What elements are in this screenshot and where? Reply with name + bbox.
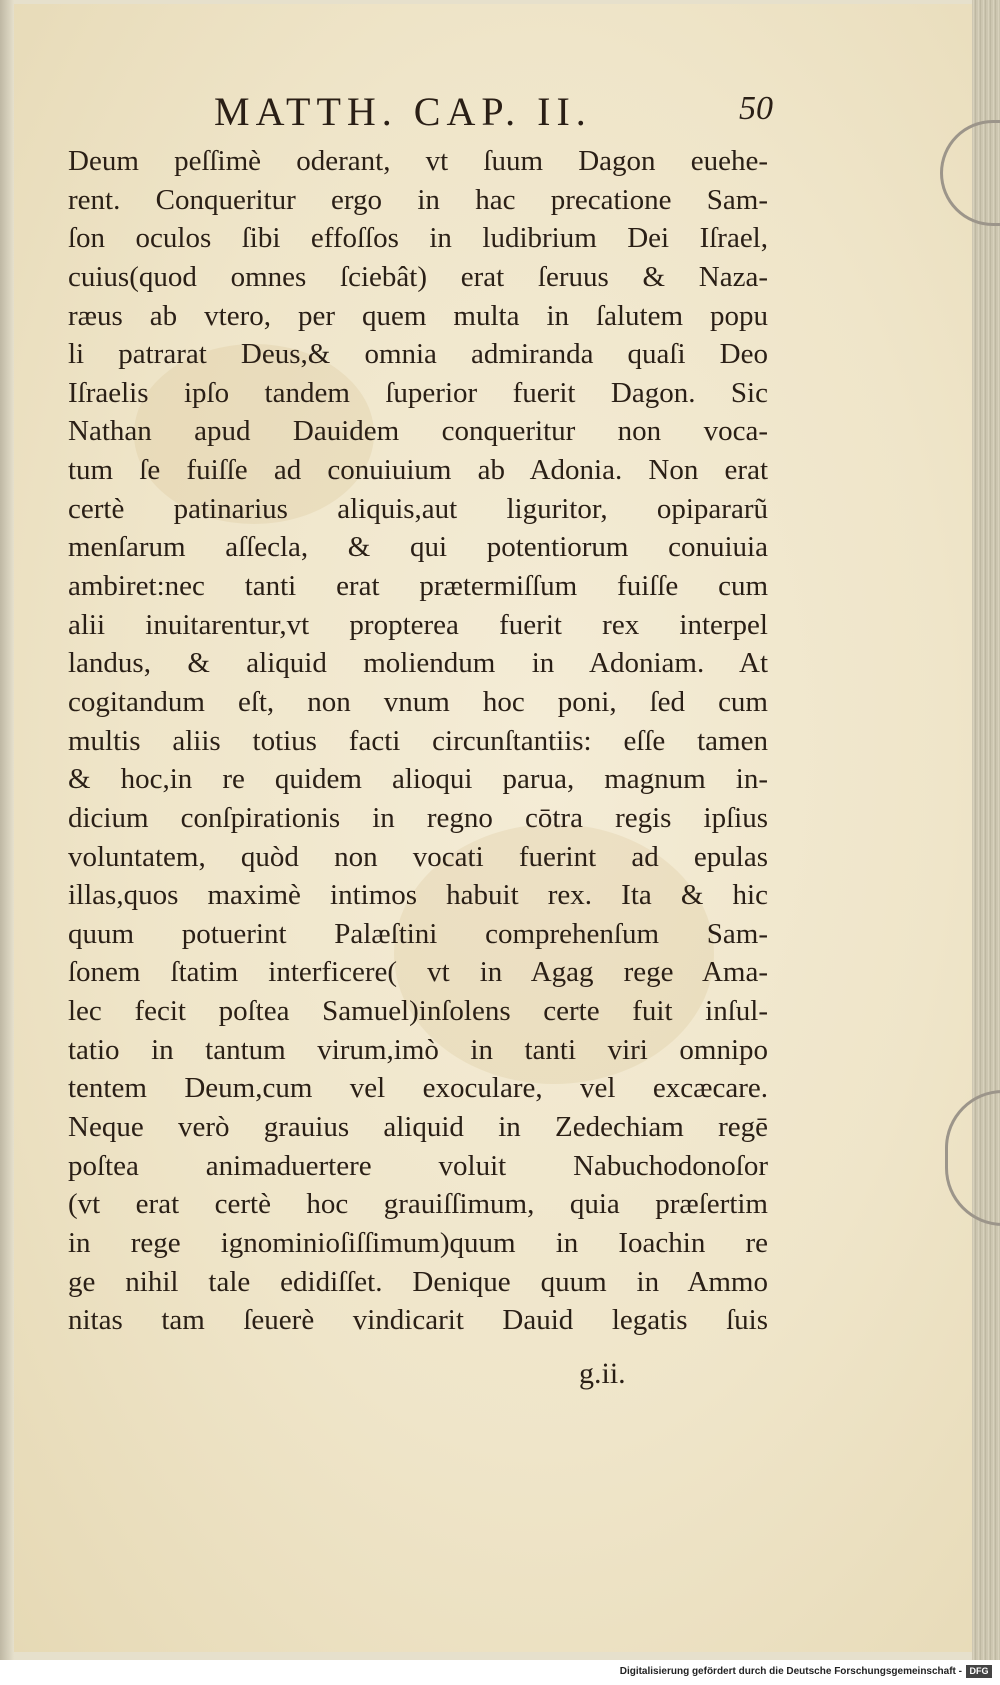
text-line: ſon oculos ſibi effoſſos in ludibrium Dei Iſrael, bbox=[68, 222, 768, 255]
text-line: Nathan apud Dauidem conqueritur non voca- bbox=[68, 415, 768, 448]
text-line: ambiret:nec tanti erat prætermiſſum fuiſſe cum bbox=[68, 570, 768, 603]
book-page bbox=[14, 4, 973, 1652]
body-text bbox=[68, 142, 768, 1340]
text-line: Deum peſſimè oderant, vt ſuum Dagon euehe- bbox=[68, 145, 768, 177]
text-line: poſtea animaduertere voluit Nabuchodonoſor bbox=[68, 1149, 768, 1182]
text-line: Neque verò grauius aliquid in Zedechiam regē bbox=[68, 1111, 768, 1144]
text-line: dicium conſpirationis in regno cōtra regis ipſius bbox=[68, 801, 768, 834]
text-line: ſonem ſtatim interficere( vt in Agag rege Ama- bbox=[68, 956, 768, 989]
text-line: lec fecit poſtea Samuel)inſolens certe fuit inſul- bbox=[68, 995, 768, 1028]
text-line: voluntatem, quòd non vocati fuerint ad epulas bbox=[68, 840, 768, 873]
text-line: cogitandum eſt, non vnum hoc poni, ſed cum bbox=[68, 685, 768, 718]
dfg-logo: DFG bbox=[966, 1665, 992, 1678]
text-line: ge nihil tale edidiſſet. Denique quum in Ammo bbox=[68, 1265, 768, 1298]
text-line: menſarum aſſecla, & qui potentiorum conuiuia bbox=[68, 531, 768, 564]
digitization-footer bbox=[0, 1660, 1000, 1685]
text-line: certè patinarius aliquis,aut liguritor, opipararũ bbox=[68, 492, 768, 525]
text-line: multis aliis totius facti circunſtantiis: eſſe tamen bbox=[68, 724, 768, 757]
page-fore-edge bbox=[972, 0, 1000, 1660]
page-header bbox=[74, 88, 894, 138]
signature-mark: g.ii. bbox=[579, 1357, 626, 1390]
text-line: Iſraelis ipſo tandem ſuperior fuerit Dagon. Sic bbox=[68, 376, 768, 409]
running-head: MATTH. CAP. II. bbox=[214, 89, 592, 134]
text-line: tatio in tantum virum,imò in tanti viri omnipo bbox=[68, 1033, 768, 1066]
text-line: landus, & aliquid moliendum in Adoniam. At bbox=[68, 647, 768, 680]
text-line: quum potuerint Palæſtini comprehenſum Sam- bbox=[68, 917, 768, 950]
book-gutter bbox=[0, 0, 14, 1660]
text-line: nitas tam ſeuerè vindicarit Dauid legatis ſuis bbox=[68, 1304, 768, 1337]
text-line: cuius(quod omnes ſciebât) erat ſeruus & Naza- bbox=[68, 260, 768, 293]
text-line: li patrarat Deus,& omnia admiranda quaſi Deo bbox=[68, 338, 768, 371]
text-line: illas,quos maximè intimos habuit rex. Ita & hic bbox=[68, 879, 768, 912]
text-line: ræus ab vtero, per quem multa in ſalutem popu bbox=[68, 299, 768, 332]
text-line: tentem Deum,cum vel exoculare, vel excæcare. bbox=[68, 1072, 768, 1105]
text-line: in rege ignominioſiſſimum)quum in Ioachin re bbox=[68, 1226, 768, 1259]
text-line: alii inuitarentur,vt propterea fuerit rex interpel bbox=[68, 608, 768, 641]
text-line: (vt erat certè hoc grauiſſimum, quia præſertim bbox=[68, 1188, 768, 1221]
text-line: rent. Conqueritur ergo in hac precatione Sam- bbox=[68, 183, 768, 216]
text-line: tum ſe fuiſſe ad conuiuium ab Adonia. Non erat bbox=[68, 454, 768, 487]
funding-credit: Digitalisierung gefördert durch die Deutsche Forschungsgemeinschaft - bbox=[619, 1666, 962, 1677]
page-number: 50 bbox=[739, 90, 773, 127]
text-line: & hoc,in re quidem alioqui parua, magnum in- bbox=[68, 763, 768, 796]
